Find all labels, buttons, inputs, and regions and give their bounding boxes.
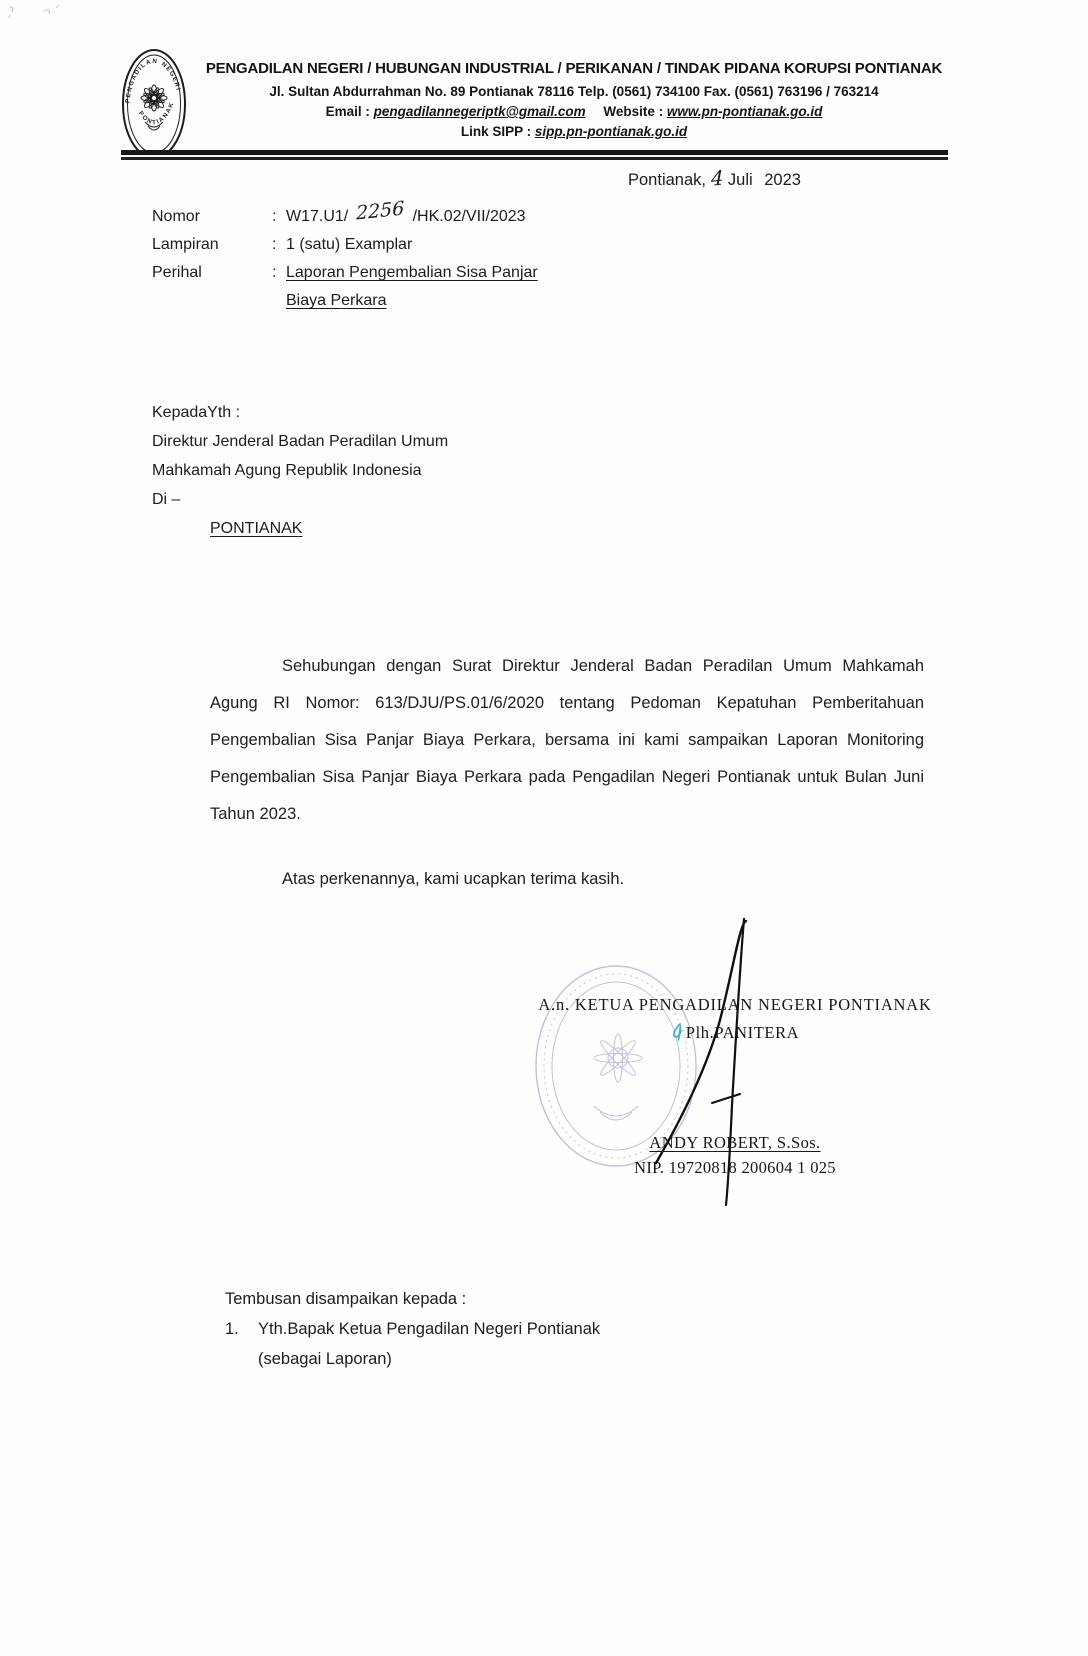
dateline-month-year: Juli 2023 [727,171,801,189]
recipient-line2: Mahkamah Agung Republik Indonesia [152,462,422,479]
body-paragraph-1: Sehubungan dengan Surat Direktur Jenderal Badan Peradilan Umum Mahkamah Agung RI Nomor: 613/DJU/PS.01/6/2020 tentang Pedoman Kepatuhan Pemberitahuan Pengembalian Sisa Panjar Biaya Perkara, bersama ini kami sampaikan Laporan Monitoring Pengembalian Sisa Panjar Biaya Perkara pada Pengadilan Negeri Pontianak untuk Bulan Juni Tahun 2023. [210,657,924,823]
lampiran-label: Lampiran [152,236,219,253]
lampiran-value: 1 (satu) Examplar [286,236,413,253]
nomor-handwritten-number: 2256 [356,197,405,225]
nomor-separator: : [272,208,277,225]
signatory-name: ANDY ROBERT, S.Sos. [649,1133,821,1152]
seal-text-top: PENGADILAN NEGERI [124,57,182,104]
website-url: www.pn-pontianak.go.id [666,104,823,119]
recipient-line3: Di – [152,491,181,508]
perihal-subject-line2: Biaya Perkara [286,292,387,309]
perihal-separator: : [272,264,277,281]
signature-on-behalf: A.n. KETUA PENGADILAN NEGERI PONTIANAK [538,995,932,1014]
court-seal-logo [121,48,187,160]
recipient-block [152,398,448,543]
letterhead-contact-line [186,104,962,119]
nomor-prefix: W17.U1/ [286,208,349,225]
tembusan-item-number: 1. [225,1320,239,1338]
perihal-label: Perihal [152,264,202,281]
tembusan-item-1 [225,1314,600,1374]
nomor-suffix: /HK.02/VII/2023 [412,208,526,225]
letterhead-sipp-line [186,124,962,139]
meta-row-perihal [152,259,538,287]
dateline [628,165,801,191]
signature-position [505,1022,965,1043]
letterhead-org-line: PENGADILAN NEGERI / HUBUNGAN INDUSTRIAL / PERIKANAN / TINDAK PIDANA KORUPSI PONTIANAK [205,60,943,77]
tembusan-heading: Tembusan disampaikan kepada : [225,1290,467,1308]
sipp-url: sipp.pn-pontianak.go.id [534,124,688,139]
tembusan-block [225,1284,600,1374]
perihal-subject-line1: Laporan Pengembalian Sisa Panjar [286,264,538,281]
paraf-check-mark [671,1022,685,1042]
website-label: Website : [603,104,664,119]
email-label: Email : [325,104,370,119]
signature-position-title: Plh.PANITERA [685,1023,800,1042]
dateline-city: Pontianak, [628,171,706,189]
lampiran-separator: : [272,236,277,253]
letterhead [186,60,962,139]
recipient-salutation: KepadaYth : [152,404,241,421]
recipient-line1: Direktur Jenderal Badan Peradilan Umum [152,433,449,450]
signatory-nip: NIP. 19720818 200604 1 025 [634,1158,836,1177]
letter-meta [152,197,538,315]
signature-block [505,995,965,1178]
body-paragraph-2: Atas perkenannya, kami ucapkan terima kasih. [282,870,625,888]
pencil-scribble-marks [4,2,74,42]
recipient-city: PONTIANAK [210,520,303,537]
handwritten-day: 4 [710,165,724,191]
meta-row-lampiran [152,231,538,259]
letterhead-address-line: Jl. Sultan Abdurrahman No. 89 Pontianak 78116 Telp. (0561) 734100 Fax. (0561) 763196 / 763214 [269,84,879,99]
nomor-value [286,197,526,231]
tembusan-item-line1: Yth.Bapak Ketua Pengadilan Negeri Pontianak [258,1320,601,1338]
tembusan-item-note: (sebagai Laporan) [258,1350,392,1368]
seal-text-bottom: PONTIANAK [136,100,176,127]
letterhead-divider-rule [121,150,948,160]
email-address: pengadilannegeriptk@gmail.com [373,104,586,119]
tembusan-item-text [258,1314,600,1374]
nomor-label: Nomor [152,208,201,225]
sipp-label: Link SIPP : [460,124,532,139]
meta-row-nomor [152,197,538,231]
